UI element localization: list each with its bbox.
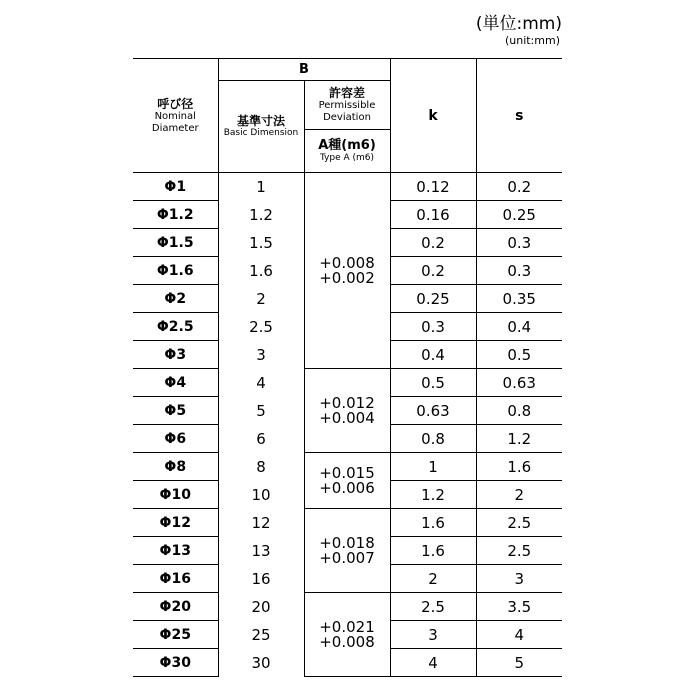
tolerance-upper: +0.018 — [319, 533, 375, 552]
k-value-cell: 0.4 — [390, 341, 476, 369]
header-basic-en: Basic Dimension — [223, 128, 299, 138]
unit-note — [476, 14, 562, 46]
k-value-cell: 4 — [390, 649, 476, 677]
s-value-cell: 0.3 — [476, 229, 562, 257]
nominal-diameter-cell: Φ3 — [133, 341, 218, 369]
s-value-cell: 5 — [476, 649, 562, 677]
header-nominal-diameter — [133, 59, 218, 173]
nominal-diameter-cell: Φ2 — [133, 285, 218, 313]
k-value-cell: 0.12 — [390, 173, 476, 201]
basic-dimension-cell: 1.2 — [218, 201, 304, 229]
unit-label-en: (unit:mm) — [504, 34, 560, 47]
s-value-cell: 3.5 — [476, 593, 562, 621]
header-basic-ja: 基準寸法 — [236, 114, 285, 128]
basic-dimension-cell: 2.5 — [218, 313, 304, 341]
header-s: s — [476, 59, 562, 173]
basic-dimension-cell: 13 — [218, 537, 304, 565]
nominal-diameter-cell: Φ30 — [133, 649, 218, 677]
nominal-diameter-cell: Φ6 — [133, 425, 218, 453]
basic-dimension-cell: 3 — [218, 341, 304, 369]
nominal-diameter-cell: Φ1.2 — [133, 201, 218, 229]
tolerance-cell — [304, 453, 390, 509]
tolerance-cell — [304, 593, 390, 677]
k-value-cell: 0.2 — [390, 229, 476, 257]
basic-dimension-cell: 30 — [218, 649, 304, 677]
nominal-diameter-cell: Φ1 — [133, 173, 218, 201]
header-tol-en-1: Permissible — [318, 100, 376, 111]
header-nominal-en-2: Diameter — [151, 122, 199, 134]
nominal-diameter-cell: Φ4 — [133, 369, 218, 397]
tolerance-cell — [304, 509, 390, 593]
nominal-diameter-cell: Φ10 — [133, 481, 218, 509]
tolerance-lower: +0.006 — [319, 478, 375, 497]
basic-dimension-cell: 25 — [218, 621, 304, 649]
tolerance-cell — [304, 173, 390, 369]
k-value-cell: 0.3 — [390, 313, 476, 341]
nominal-diameter-cell: Φ12 — [133, 509, 218, 537]
s-value-cell: 2.5 — [476, 537, 562, 565]
s-value-cell: 2.5 — [476, 509, 562, 537]
tolerance-cell — [304, 369, 390, 453]
header-type-en: Type A (m6) — [319, 152, 375, 163]
unit-label: (単位:mm) — [475, 14, 562, 34]
header-nominal-en-1: Nominal — [154, 110, 196, 122]
k-value-cell: 0.8 — [390, 425, 476, 453]
table-row — [133, 453, 562, 481]
s-value-cell: 0.5 — [476, 341, 562, 369]
basic-dimension-cell: 1 — [218, 173, 304, 201]
tolerance-lower: +0.007 — [319, 548, 375, 567]
nominal-diameter-cell: Φ13 — [133, 537, 218, 565]
k-value-cell: 0.25 — [390, 285, 476, 313]
tolerance-lower: +0.004 — [319, 408, 375, 427]
nominal-diameter-cell: Φ2.5 — [133, 313, 218, 341]
header-tol-ja: 許容差 — [328, 86, 365, 100]
tolerance-upper: +0.021 — [319, 617, 375, 636]
table-row — [133, 509, 562, 537]
s-value-cell: 0.35 — [476, 285, 562, 313]
s-value-cell: 0.2 — [476, 173, 562, 201]
nominal-diameter-cell: Φ8 — [133, 453, 218, 481]
s-value-cell: 1.6 — [476, 453, 562, 481]
tolerance-lower: +0.008 — [319, 632, 375, 651]
s-value-cell: 1.2 — [476, 425, 562, 453]
s-value-cell: 0.3 — [476, 257, 562, 285]
tolerance-upper: +0.008 — [319, 253, 375, 272]
header-permissible-deviation — [304, 81, 390, 130]
header-type-ja: A種(m6) — [318, 137, 376, 153]
nominal-diameter-cell: Φ20 — [133, 593, 218, 621]
basic-dimension-cell: 10 — [218, 481, 304, 509]
nominal-diameter-cell: Φ25 — [133, 621, 218, 649]
k-value-cell: 1.2 — [390, 481, 476, 509]
s-value-cell: 2 — [476, 481, 562, 509]
basic-dimension-cell: 16 — [218, 565, 304, 593]
tolerance-lower: +0.002 — [319, 268, 375, 287]
dimension-table — [133, 58, 562, 677]
nominal-diameter-cell: Φ16 — [133, 565, 218, 593]
header-type-a — [304, 130, 390, 173]
k-value-cell: 1.6 — [390, 537, 476, 565]
nominal-diameter-cell: Φ5 — [133, 397, 218, 425]
s-value-cell: 0.4 — [476, 313, 562, 341]
s-value-cell: 4 — [476, 621, 562, 649]
nominal-diameter-cell: Φ1.5 — [133, 229, 218, 257]
s-value-cell: 0.8 — [476, 397, 562, 425]
basic-dimension-cell: 2 — [218, 285, 304, 313]
basic-dimension-cell: 20 — [218, 593, 304, 621]
k-value-cell: 1 — [390, 453, 476, 481]
table-row — [133, 173, 562, 201]
header-tol-en-2: Deviation — [323, 112, 371, 123]
k-value-cell: 0.2 — [390, 257, 476, 285]
k-value-cell: 2.5 — [390, 593, 476, 621]
k-value-cell: 1.6 — [390, 509, 476, 537]
basic-dimension-cell: 12 — [218, 509, 304, 537]
header-nominal-ja: 呼び径 — [157, 96, 194, 111]
basic-dimension-cell: 4 — [218, 369, 304, 397]
table-row — [133, 593, 562, 621]
basic-dimension-cell: 1.6 — [218, 257, 304, 285]
header-k: k — [390, 59, 476, 173]
k-value-cell: 3 — [390, 621, 476, 649]
basic-dimension-cell: 8 — [218, 453, 304, 481]
basic-dimension-cell: 1.5 — [218, 229, 304, 257]
header-b: B — [218, 59, 390, 81]
tolerance-upper: +0.012 — [319, 393, 375, 412]
header-basic-dimension — [218, 81, 304, 173]
s-value-cell: 0.25 — [476, 201, 562, 229]
basic-dimension-cell: 6 — [218, 425, 304, 453]
s-value-cell: 0.63 — [476, 369, 562, 397]
k-value-cell: 0.63 — [390, 397, 476, 425]
k-value-cell: 0.16 — [390, 201, 476, 229]
k-value-cell: 2 — [390, 565, 476, 593]
k-value-cell: 0.5 — [390, 369, 476, 397]
tolerance-upper: +0.015 — [319, 463, 375, 482]
basic-dimension-cell: 5 — [218, 397, 304, 425]
nominal-diameter-cell: Φ1.6 — [133, 257, 218, 285]
s-value-cell: 3 — [476, 565, 562, 593]
table-row — [133, 369, 562, 397]
